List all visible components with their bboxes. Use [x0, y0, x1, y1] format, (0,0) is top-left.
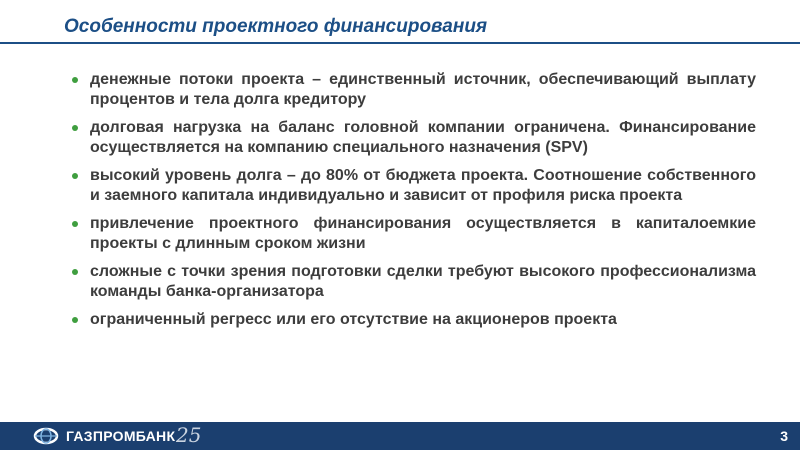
bullet-text: денежные потоки проекта – единственный источник, обеспечивающий выплату процентов и тела долга кредитору: [90, 71, 756, 108]
bullet-text: привлечение проектного финансирования осуществляется в капиталоемкие проекты с длинным сроком жизни: [90, 215, 756, 252]
bullet-item: [70, 262, 756, 302]
bullet-dot-icon: [72, 269, 78, 275]
bullet-dot-icon: [72, 125, 78, 131]
gazprombank-logo-icon: [33, 427, 59, 445]
bullet-text: ограниченный регресс или его отсутствие на акционеров проекта: [90, 311, 617, 328]
footer-bar: [0, 422, 800, 450]
bullet-dot-icon: [72, 221, 78, 227]
bullet-dot-icon: [72, 173, 78, 179]
bullet-text: высокий уровень долга – до 80% от бюджета проекта. Соотношение собственного и заемного капитала индивидуально и зависит от профиля риска проекта: [90, 167, 756, 204]
bank-name: ГАЗПРОМБАНК: [66, 428, 176, 444]
bullet-item: [70, 166, 756, 206]
bullet-item: [70, 70, 756, 110]
bullet-item: [70, 118, 756, 158]
title-divider: [0, 42, 800, 44]
anniversary-mark: 25: [176, 423, 202, 447]
page-number: 3: [780, 428, 788, 444]
bullet-dot-icon: [72, 317, 78, 323]
slide-title: Особенности проектного финансирования: [64, 16, 488, 37]
bullet-list: [70, 70, 756, 338]
bullet-item: [70, 310, 756, 330]
bullet-item: [70, 214, 756, 254]
bullet-text: сложные с точки зрения подготовки сделки требуют высокого профессионализма команды банка-организатора: [90, 263, 756, 300]
bullet-text: долговая нагрузка на баланс головной компании ограничена. Финансирование осуществляется на компанию специального назначения (SPV): [90, 119, 756, 156]
bullet-dot-icon: [72, 77, 78, 83]
